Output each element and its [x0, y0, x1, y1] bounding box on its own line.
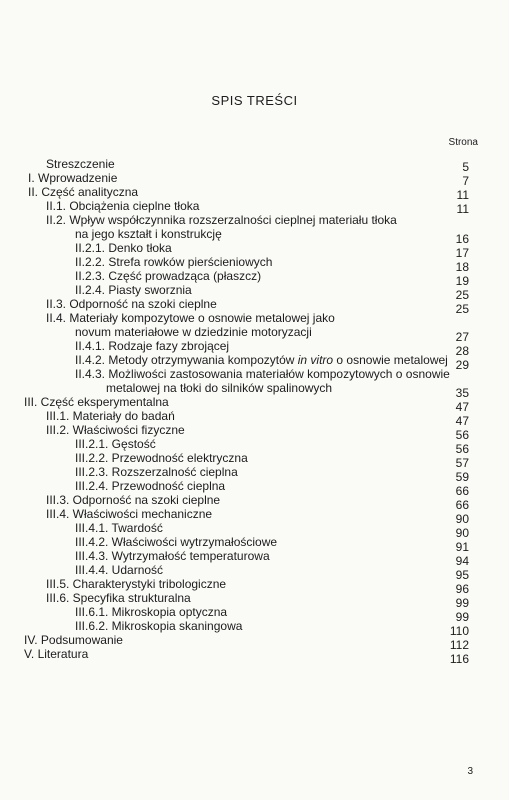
toc-entry: III.2. Właściwości fizyczne [46, 423, 185, 437]
toc-entry: na jego kształt i konstrukcję [75, 227, 222, 241]
toc-entry: II.2.3. Część prowadząca (płaszcz) [75, 269, 262, 283]
toc-page-number: 94 [455, 554, 469, 568]
toc-entry: II.4.3. Możliwości zastosowania materiałów kompozytowych o osnowie [75, 367, 450, 381]
toc-entry: III.3. Odporność na szoki cieplne [46, 493, 221, 507]
toc-entry: II.2.4. Piasty sworznia [75, 283, 192, 297]
toc-entry: III.6.1. Mikroskopia optyczna [75, 605, 228, 619]
toc-page-number: 56 [455, 442, 469, 456]
toc-entry: III.6.2. Mikroskopia skaningowa [75, 619, 243, 633]
page-number: 3 [467, 766, 473, 777]
page-column-header: Strona [448, 137, 478, 148]
toc-entry: I. Wprowadzenie [28, 171, 118, 185]
toc-page-number: 99 [455, 596, 469, 610]
toc-entry: III.4.4. Udarność [75, 563, 164, 577]
toc-page-number: 59 [455, 470, 469, 484]
toc-entry: III. Część eksperymentalna [24, 395, 169, 409]
toc-entry: III.5. Charakterystyki tribologiczne [46, 577, 227, 591]
toc-page-number: 7 [462, 174, 469, 188]
toc-page-number: 56 [455, 428, 469, 442]
toc-entry: metalowej na tłoki do silników spalinowych [106, 381, 333, 395]
toc-page-number: 112 [449, 638, 469, 652]
toc-page-number: 110 [449, 624, 469, 638]
toc-entry: II.2. Wpływ współczynnika rozszerzalności cieplnej materiału tłoka [46, 213, 397, 227]
toc-page-number: 11 [456, 202, 469, 216]
toc-page-number: 25 [455, 288, 469, 302]
toc-page-number: 66 [455, 498, 469, 512]
toc-page-number: 99 [455, 610, 469, 624]
toc-page-number: 57 [455, 456, 469, 470]
toc-entry: III.2.3. Rozszerzalność cieplna [75, 465, 238, 479]
toc-entry: III.2.4. Przewodność cieplna [75, 479, 226, 493]
toc-page-number: 5 [462, 160, 469, 174]
toc-page-number: 29 [455, 358, 469, 372]
toc-page-number: 28 [455, 344, 469, 358]
toc-entry: II.3. Odporność na szoki cieplne [46, 297, 217, 311]
toc-entry: II.4. Materiały kompozytowe o osnowie metalowej jako [46, 311, 335, 325]
toc-entry: II. Część analityczna [28, 185, 139, 199]
toc-page-number: 35 [455, 386, 469, 400]
toc-entry: III.4.2. Właściwości wytrzymałościowe [75, 535, 278, 549]
toc-page-number: 18 [455, 260, 469, 274]
toc-entry: III.6. Specyfika strukturalna [46, 591, 191, 605]
toc-page-number: 27 [455, 330, 469, 344]
toc-entry: II.1. Obciążenia cieplne tłoka [46, 199, 200, 213]
toc-entry: III.1. Materiały do badań [46, 409, 175, 423]
toc-entry: V. Literatura [24, 647, 89, 661]
toc-entry: III.4. Właściwości mechaniczne [46, 507, 213, 521]
toc-entry: III.4.1. Twardość [75, 521, 163, 535]
toc-page-number: 95 [455, 568, 469, 582]
toc-page-number: 11 [456, 188, 469, 202]
toc-page-number: 19 [455, 274, 469, 288]
toc-page-number: 66 [455, 484, 469, 498]
toc-page-number: 16 [455, 232, 469, 246]
toc-title: SPIS TREŚCI [211, 93, 298, 108]
toc-entry: IV. Podsumowanie [24, 633, 123, 647]
toc-entry: II.4.1. Rodzaje fazy zbrojącej [75, 339, 230, 353]
toc-entry: Streszczenie [46, 157, 115, 171]
toc-page-number: 25 [455, 302, 469, 316]
toc-page-number: 116 [449, 652, 469, 666]
toc-page-number: 90 [455, 512, 469, 526]
toc-entry: III.2.1. Gęstość [75, 437, 156, 451]
toc-entry: II.2.1. Denko tłoka [75, 241, 172, 255]
toc-entry: II.2.2. Strefa rowków pierścieniowych [75, 255, 273, 269]
toc-entry: III.4.3. Wytrzymałość temperaturowa [75, 549, 270, 563]
toc-page-number: 17 [455, 246, 469, 260]
toc-entry: III.2.2. Przewodność elektryczna [75, 451, 248, 465]
toc-entry: novum materiałowe w dziedzinie motoryzacji [75, 325, 312, 339]
toc-page-number: 91 [455, 540, 469, 554]
toc-page-number: 96 [455, 582, 469, 596]
toc-entry: II.4.2. Metody otrzymywania kompozytów in vitro o osnowie metalowej [75, 353, 448, 367]
toc-page-number: 90 [455, 526, 469, 540]
toc-page-number: 47 [455, 400, 469, 414]
toc-page-number: 47 [455, 414, 469, 428]
